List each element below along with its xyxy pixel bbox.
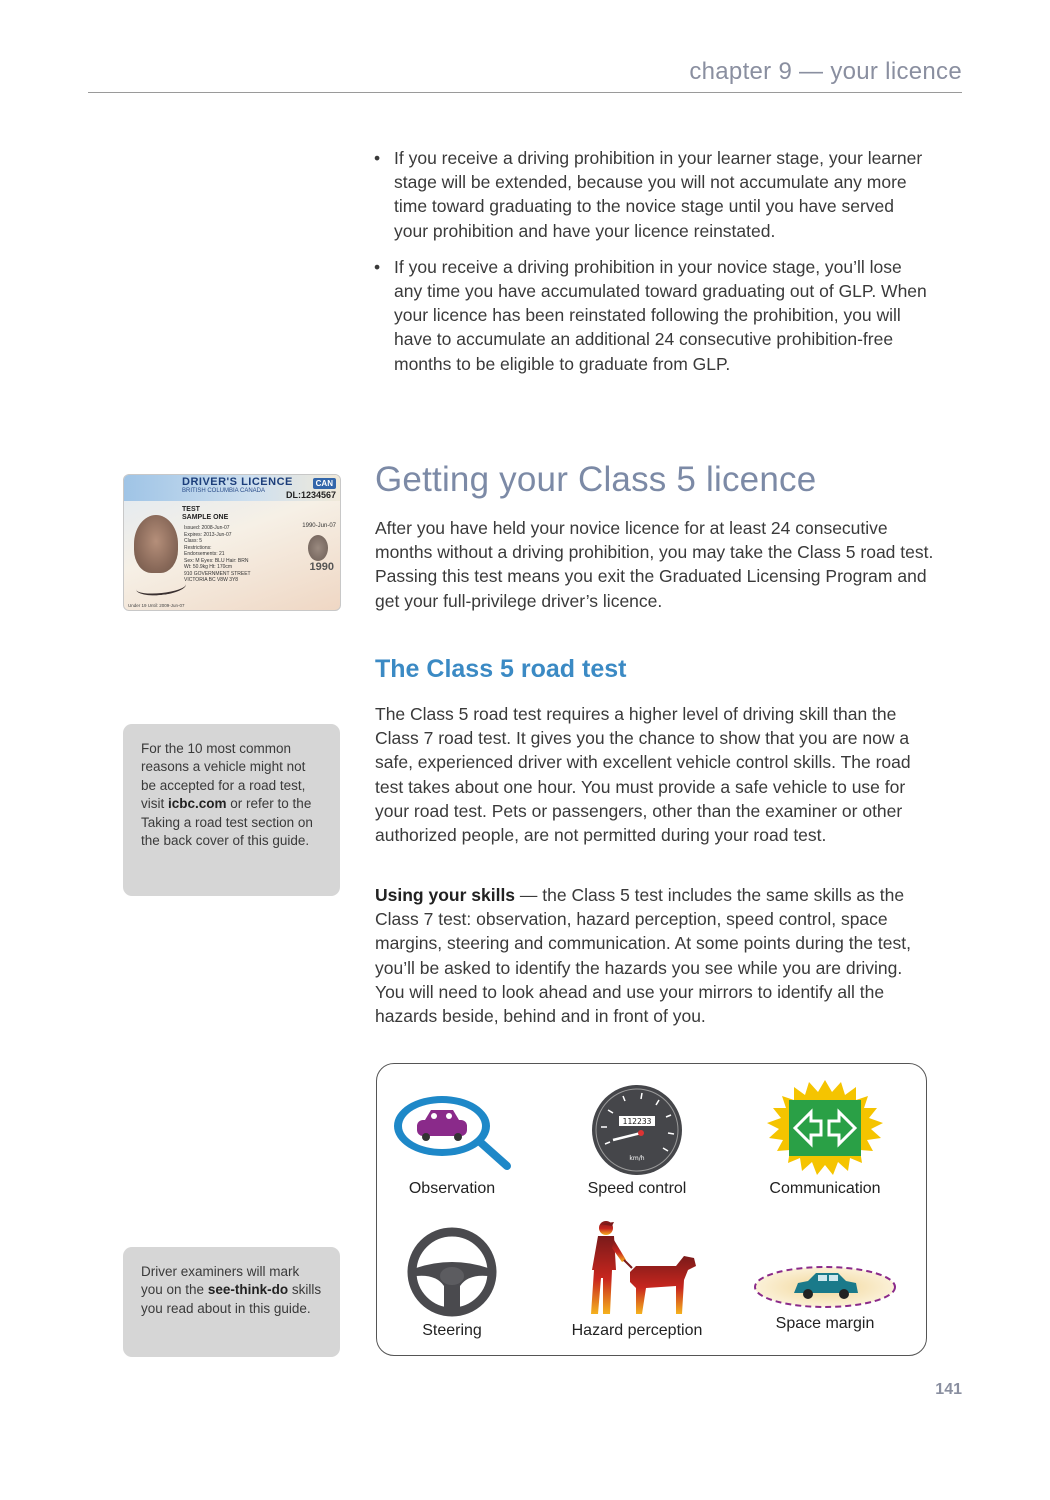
licence-name: TEST SAMPLE ONE (182, 506, 229, 521)
skill-label: Steering (422, 1322, 482, 1339)
licence-footer: Under 19 Until: 2009-Jun-07 (128, 603, 185, 608)
licence-title: DRIVER'S LICENCE (182, 476, 293, 488)
road-test-sidenote: For the 10 most common reasons a vehicle might not be accepted for a road test, visit icbc.com or refer to the Taking a road test section on the back cover of this guide. (123, 724, 340, 896)
skill-label: Observation (408, 1180, 496, 1197)
icbc-link[interactable]: icbc.com (168, 796, 227, 812)
chapter-header: chapter 9 — your licence (689, 58, 962, 85)
turn-signal-icon (763, 1078, 887, 1178)
licence-province: BRITISH COLUMBIA CANADA (182, 488, 266, 494)
subsection-title: The Class 5 road test (375, 655, 627, 683)
bullet-item (372, 255, 932, 376)
licence-number: DL:1234567 (285, 490, 336, 500)
road-test-paragraph: The Class 5 road test requires a higher level of driving skill than the Class 7 road test. It gives you the chance to show that you are now a safe, experienced driver with excellent vehicle control skills. The road test takes about one hour. You must provide a safe vehicle to use for your road test. Pets or passengers, other than the examiner or other authorized people, are not permitted during your road test. (375, 704, 911, 846)
mirror-icon (387, 1086, 517, 1178)
skill-label: Speed control (587, 1180, 687, 1197)
skill-label: Space margin (775, 1315, 875, 1332)
speed-unit: km/h (629, 1155, 645, 1162)
header-divider (88, 92, 962, 93)
section-title: Getting your Class 5 licence (375, 460, 817, 499)
skill-observation (377, 1086, 527, 1198)
licence-photo (134, 515, 178, 573)
prohibition-bullet-list (372, 146, 932, 388)
hazard-person-dog-icon (572, 1216, 702, 1320)
using-skills-paragraph: Using your skills — the Class 5 test includes the same skills as the Class 7 test: observation, hazard perception, speed control, space margins, steering and communication. At some points during the test, you’ll be asked to identify the hazards you see while you are driving. You will need to look ahead and use your mirrors to identify all the hazards beside, behind and in front of you. (375, 885, 911, 1027)
licence-year: 1990 (309, 561, 334, 573)
skill-steering (377, 1224, 527, 1340)
bullet-icon: • (374, 148, 381, 168)
licence-country: CAN (313, 478, 336, 489)
using-skills-lead: Using your skills (375, 885, 516, 905)
skill-label: Communication (769, 1180, 881, 1197)
skill-hazard-perception (562, 1216, 712, 1340)
speedometer-icon (589, 1082, 685, 1178)
car-space-margin-icon (750, 1259, 900, 1313)
skills-panel (376, 1063, 927, 1356)
bullet-icon: • (374, 256, 381, 277)
see-think-do-sidenote: Driver examiners will mark you on the see-think-do skills you read about in this guide. (123, 1247, 340, 1357)
bullet-text: If you receive a driving prohibition in your learner stage, your learner stage will be extended, because you will not accumulate any more time toward graduating to the novice stage until you have served your prohibition and have your licence reinstated. (394, 148, 923, 241)
skill-communication (750, 1078, 900, 1198)
page-number: 141 (935, 1381, 962, 1398)
licence-details: Issued: 2008-Jun-07 Expires: 2013-Jun-07 Class: 5 Restrictions: Endorsements: 21 Sex: M Eyes: BLU Hair: BRN Wt: 50.9kg Ht: 170cm 910 GOVERNMENT STREET VICTORIA BC V8W 3Y8 (184, 525, 251, 583)
skill-speed-control (562, 1082, 712, 1198)
steering-wheel-icon (404, 1224, 500, 1320)
skill-label: Hazard perception (571, 1322, 703, 1339)
licence-signature (135, 576, 186, 597)
odometer-readout: 112233 (622, 1117, 652, 1126)
licence-dob: 1990-Jun-07 (302, 523, 336, 529)
bullet-text: If you receive a driving prohibition in your novice stage, you’ll lose any time you have accumulated toward graduating out of GLP. When your licence has been reinstated following the prohibition, you will have to accumulate an additional 24 consecutive prohibition-free months to be eligible to graduate from GLP. (394, 256, 927, 374)
bullet-item (372, 146, 932, 243)
skill-space-margin (750, 1259, 900, 1333)
licence-ghost-photo (308, 535, 328, 561)
section-intro: After you have held your novice licence for at least 24 consecutive months without a driving prohibition, you may take the Class 5 road test. Passing this test means you exit the Graduated Licensing Program and get your full-privilege driver’s licence. (375, 518, 934, 611)
drivers-licence-image (123, 474, 341, 611)
